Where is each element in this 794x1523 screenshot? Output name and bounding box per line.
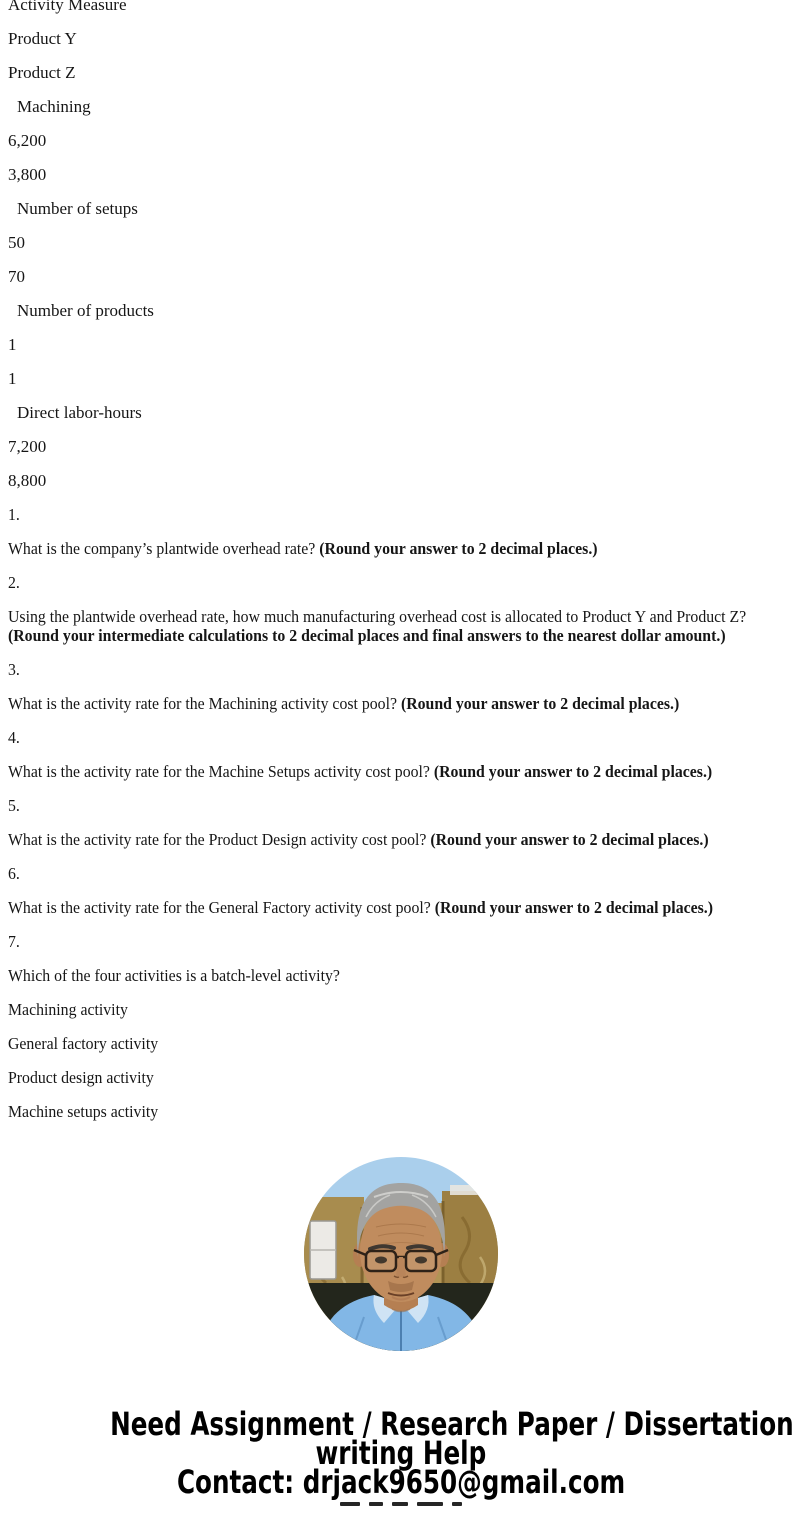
data-line-value: 1 — [8, 369, 17, 388]
rounding-instruction: (Round your answer to 2 decimal places.) — [434, 898, 714, 917]
data-line-activity-measure: Activity Measure — [8, 0, 127, 14]
promo-heading-line-1: Need Assignment / Research Paper / Dissertation — [110, 1405, 794, 1443]
question-2-number: 2. — [8, 573, 20, 592]
question-4-text: What is the activity rate for the Machine Setups activity cost pool? (Round your answer to 2 decimal places.) — [8, 762, 713, 781]
rounding-instruction: (Round your answer to 2 decimal places.) — [430, 830, 709, 849]
promo-contact-email: Contact: drjack9650@gmail.com — [176, 1463, 626, 1501]
question-5-number: 5. — [8, 796, 20, 815]
data-line-value: 70 — [8, 267, 25, 286]
question-1-number: 1. — [8, 505, 20, 524]
rounding-instruction: (Round your intermediate calculations to 2 decimal places and final answers to the nearest dollar amount.) — [8, 626, 726, 645]
data-line-product-y: Product Y — [8, 29, 77, 48]
answer-option-machine-setups[interactable]: Machine setups activity — [8, 1102, 159, 1121]
data-line-value: 8,800 — [8, 471, 47, 490]
data-line-value: 6,200 — [8, 131, 47, 150]
data-line-value: 3,800 — [8, 165, 47, 184]
question-list — [8, 505, 794, 985]
answer-option-machining[interactable]: Machining activity — [8, 1000, 128, 1019]
question-4-number: 4. — [8, 728, 20, 747]
rounding-instruction: (Round your answer to 2 decimal places.) — [433, 762, 713, 781]
question-2-text: Using the plantwide overhead rate, how much manufacturing overhead cost is allocated to Product Y and Product Z? (Round your intermediate calculations to 2 decimal places and final answers to the nearest dollar amount.) — [8, 607, 747, 645]
activity-data-list — [8, 0, 794, 490]
question-1-text: What is the company’s plantwide overhead rate? (Round your answer to 2 decimal places.) — [8, 539, 598, 558]
answer-options — [8, 1000, 794, 1121]
question-3-number: 3. — [8, 660, 20, 679]
rounding-instruction: (Round your answer to 2 decimal places.) — [400, 694, 680, 713]
answer-option-product-design[interactable]: Product design activity — [8, 1068, 154, 1087]
question-7-number: 7. — [8, 932, 20, 951]
data-line-value: 7,200 — [8, 437, 47, 456]
question-6-number: 6. — [8, 864, 20, 883]
tutor-avatar — [304, 1157, 498, 1351]
data-line-number-of-setups: Number of setups — [17, 199, 138, 218]
question-5-text: What is the activity rate for the Product Design activity cost pool? (Round your answer to 2 decimal places.) — [8, 830, 709, 849]
tutor-avatar-wrap — [8, 1157, 794, 1356]
answer-option-general-factory[interactable]: General factory activity — [8, 1034, 159, 1053]
promo-footer — [8, 1405, 794, 1506]
rounding-instruction: (Round your answer to 2 decimal places.) — [319, 539, 598, 558]
question-6-text: What is the activity rate for the General Factory activity cost pool? (Round your answer to 2 decimal places.) — [8, 898, 714, 917]
question-3-text: What is the activity rate for the Machining activity cost pool? (Round your answer to 2 decimal places.) — [8, 694, 680, 713]
clipped-text-remnant — [8, 1502, 794, 1506]
data-line-product-z: Product Z — [8, 63, 76, 82]
data-line-value: 1 — [8, 335, 17, 354]
data-line-value: 50 — [8, 233, 25, 252]
data-line-direct-labor-hours: Direct labor-hours — [17, 403, 142, 422]
promo-heading-line-2: writing Help — [315, 1434, 487, 1472]
data-line-machining: Machining — [17, 97, 91, 116]
question-7-text: Which of the four activities is a batch-level activity? — [8, 966, 340, 985]
data-line-number-of-products: Number of products — [17, 301, 154, 320]
